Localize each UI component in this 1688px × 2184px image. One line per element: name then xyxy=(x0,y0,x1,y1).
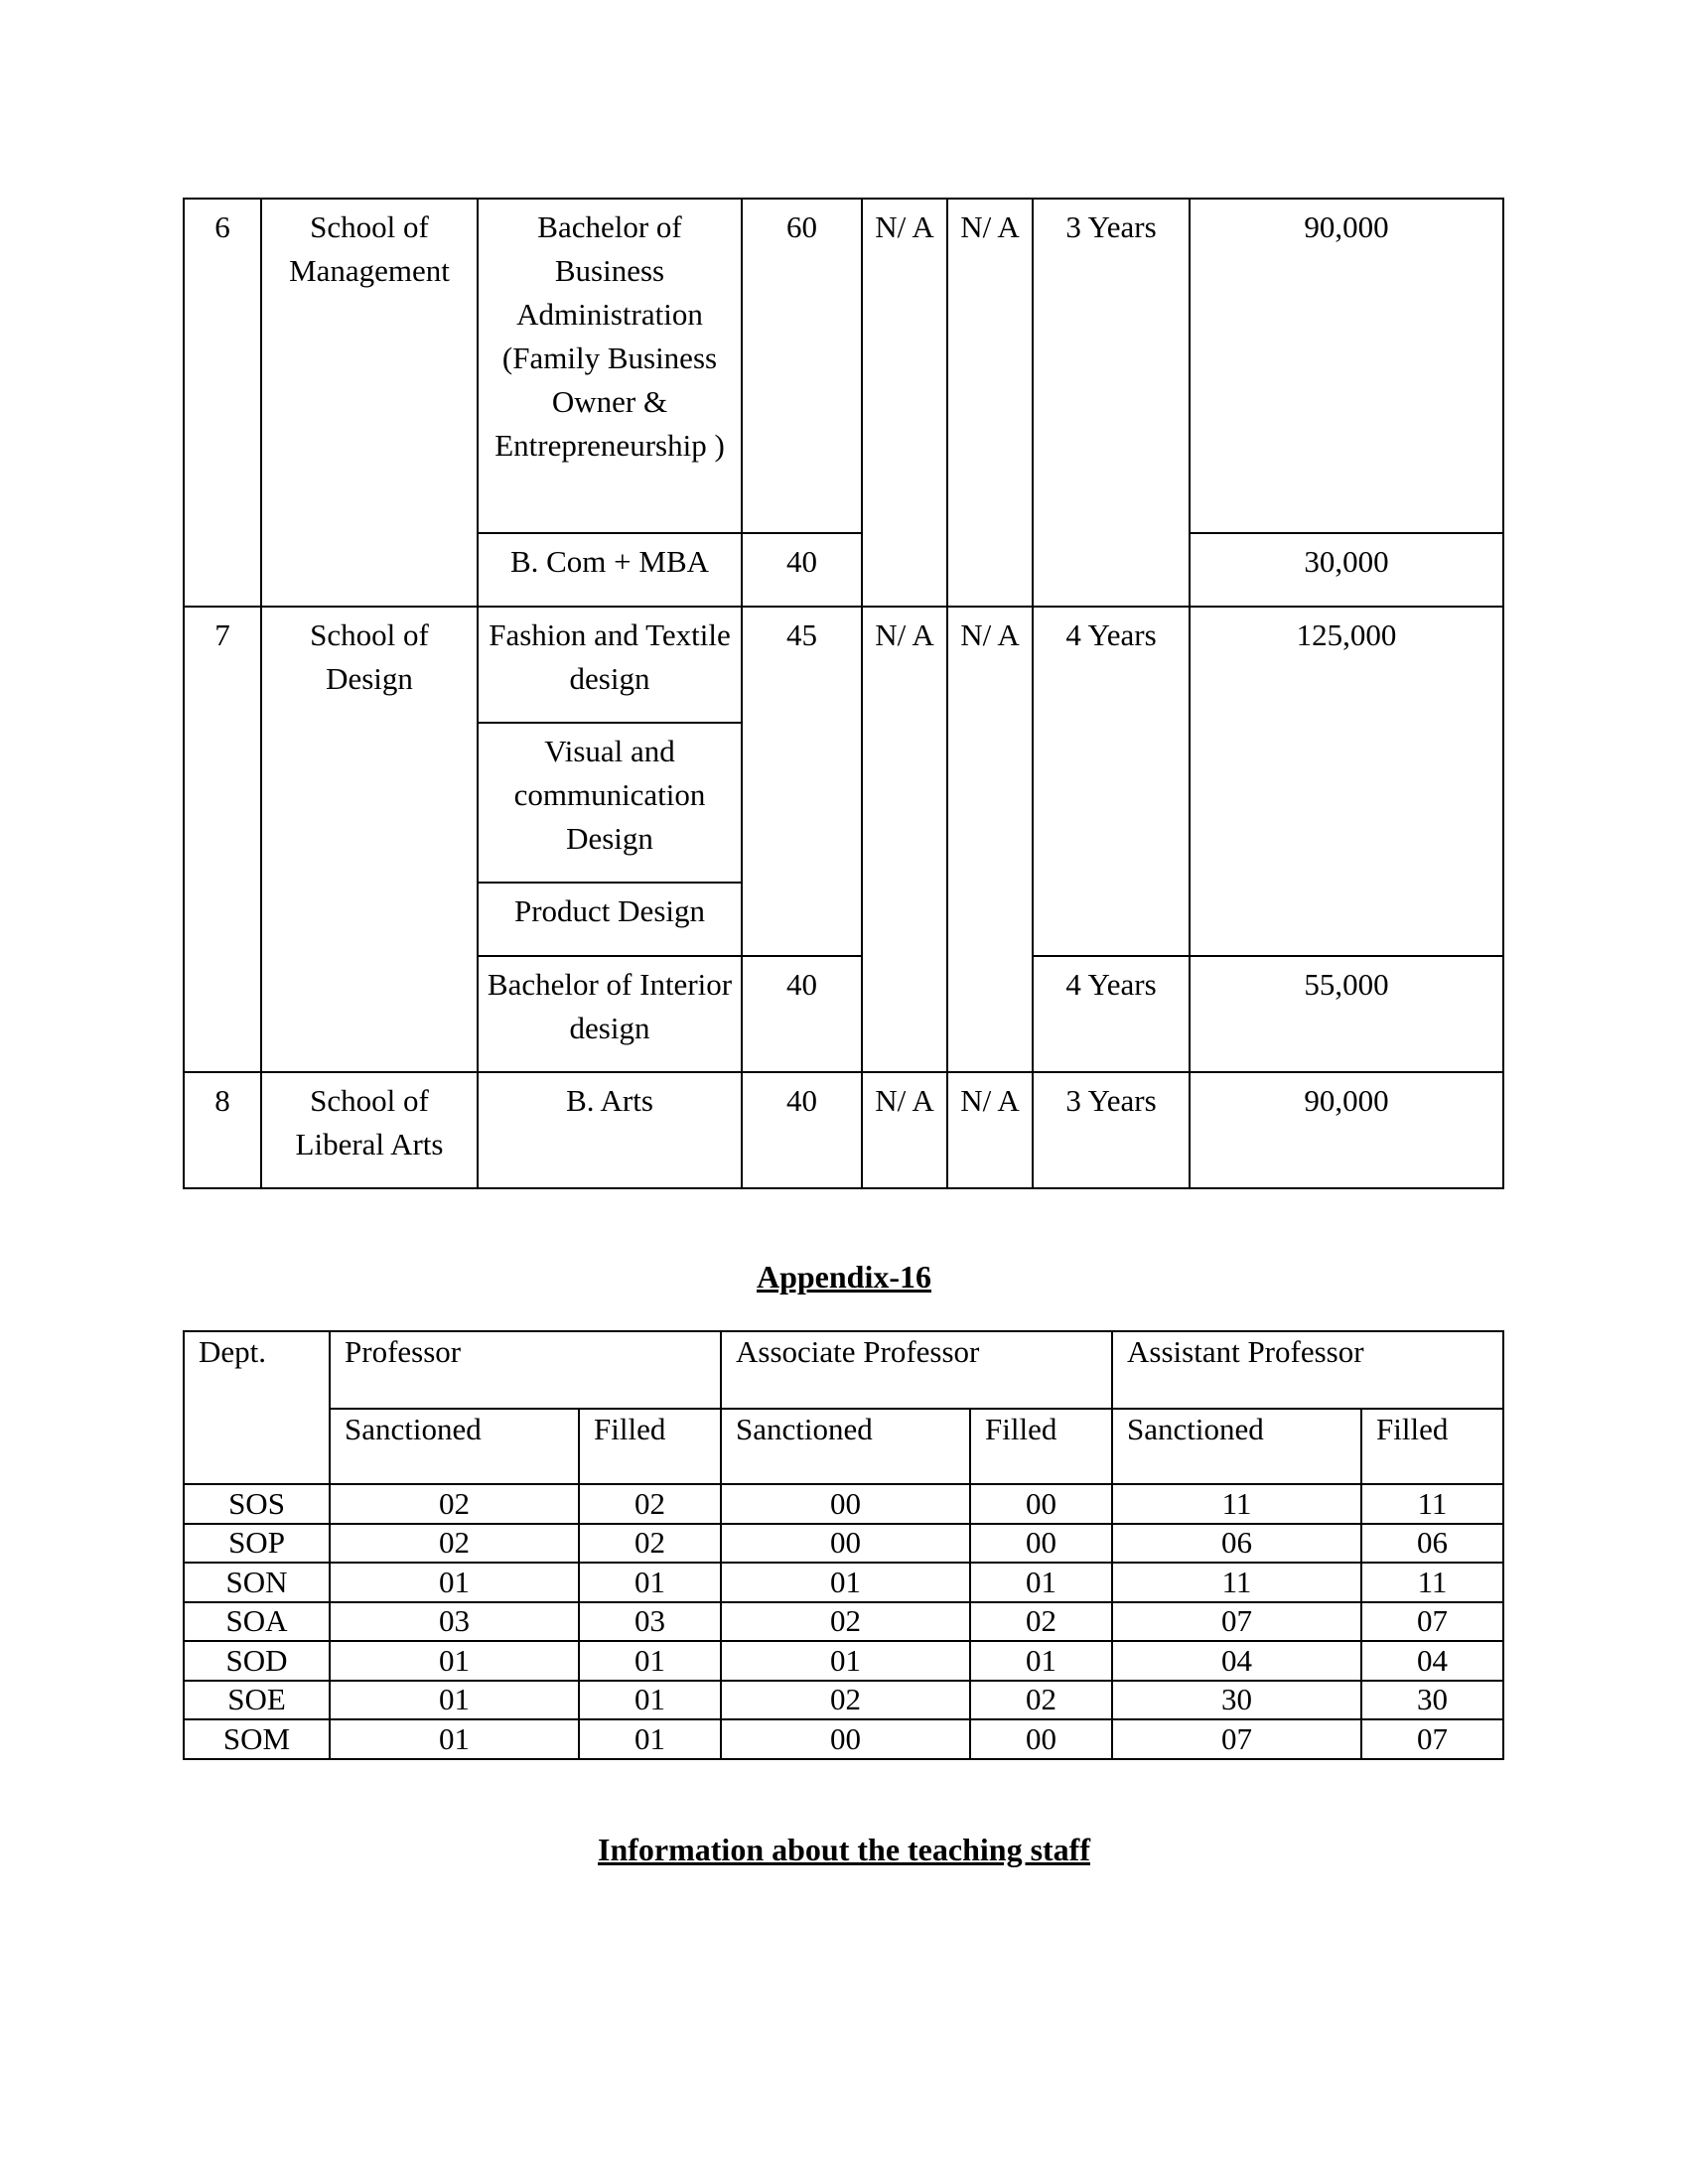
value-cell: 00 xyxy=(970,1719,1112,1759)
filled-header: Filled xyxy=(1361,1409,1503,1484)
program-name: B. Arts xyxy=(478,1072,742,1188)
value-cell: 11 xyxy=(1112,1484,1361,1524)
value-cell: 06 xyxy=(1361,1524,1503,1564)
value-cell: 02 xyxy=(579,1484,721,1524)
value-cell: 01 xyxy=(579,1719,721,1759)
fee-value: 90,000 xyxy=(1190,1072,1503,1188)
value-cell: 07 xyxy=(1361,1719,1503,1759)
fee-value: 90,000 xyxy=(1190,199,1503,533)
intake-value: 40 xyxy=(742,533,862,607)
group-header-assistant-professor: Assistant Professor xyxy=(1112,1331,1503,1409)
na-cell: N/ A xyxy=(862,1072,947,1188)
subheader-row xyxy=(184,1409,1503,1484)
table-row xyxy=(184,1484,1503,1524)
table-row xyxy=(184,1524,1503,1564)
value-cell: 01 xyxy=(579,1681,721,1720)
value-cell: 03 xyxy=(579,1602,721,1642)
dept-cell: SOS xyxy=(184,1484,330,1524)
school-name: School of Liberal Arts xyxy=(261,1072,478,1188)
value-cell: 02 xyxy=(721,1681,970,1720)
table-row xyxy=(184,1602,1503,1642)
value-cell: 01 xyxy=(579,1641,721,1681)
value-cell: 00 xyxy=(970,1484,1112,1524)
group-header-associate-professor: Associate Professor xyxy=(721,1331,1112,1409)
teaching-staff-table xyxy=(183,1330,1504,1760)
na-cell: N/ A xyxy=(862,607,947,1072)
serial-number: 7 xyxy=(184,607,261,1072)
serial-number: 8 xyxy=(184,1072,261,1188)
value-cell: 02 xyxy=(721,1602,970,1642)
program-name: Bachelor of Business Administration (Family Business Owner & Entrepreneurship ) xyxy=(478,199,742,533)
duration-value: 4 Years xyxy=(1033,607,1190,956)
value-cell: 01 xyxy=(721,1563,970,1602)
intake-value: 40 xyxy=(742,956,862,1072)
header-row xyxy=(184,1331,1503,1409)
value-cell: 11 xyxy=(1112,1563,1361,1602)
sanctioned-header: Sanctioned xyxy=(1112,1409,1361,1484)
value-cell: 01 xyxy=(330,1563,579,1602)
value-cell: 02 xyxy=(970,1681,1112,1720)
value-cell: 00 xyxy=(721,1484,970,1524)
value-cell: 02 xyxy=(330,1484,579,1524)
serial-number: 6 xyxy=(184,199,261,607)
program-name: Bachelor of Interior design xyxy=(478,956,742,1072)
value-cell: 01 xyxy=(330,1681,579,1720)
fee-value: 125,000 xyxy=(1190,607,1503,956)
program-name: Product Design xyxy=(478,883,742,956)
sanctioned-header: Sanctioned xyxy=(721,1409,970,1484)
dept-cell: SOM xyxy=(184,1719,330,1759)
fee-value: 30,000 xyxy=(1190,533,1503,607)
intake-value: 45 xyxy=(742,607,862,956)
value-cell: 04 xyxy=(1112,1641,1361,1681)
duration-value: 3 Years xyxy=(1033,199,1190,607)
school-name: School of Management xyxy=(261,199,478,607)
dept-cell: SON xyxy=(184,1563,330,1602)
value-cell: 11 xyxy=(1361,1484,1503,1524)
dept-cell: SOE xyxy=(184,1681,330,1720)
dept-cell: SOP xyxy=(184,1524,330,1564)
value-cell: 00 xyxy=(721,1524,970,1564)
teaching-staff-title: Information about the teaching staff xyxy=(598,1832,1090,1867)
value-cell: 01 xyxy=(970,1641,1112,1681)
na-cell: N/ A xyxy=(947,199,1033,607)
value-cell: 02 xyxy=(970,1602,1112,1642)
na-cell: N/ A xyxy=(947,607,1033,1072)
intake-value: 60 xyxy=(742,199,862,533)
school-name: School of Design xyxy=(261,607,478,1072)
value-cell: 04 xyxy=(1361,1641,1503,1681)
sanctioned-header: Sanctioned xyxy=(330,1409,579,1484)
value-cell: 07 xyxy=(1112,1719,1361,1759)
dept-cell: SOA xyxy=(184,1602,330,1642)
value-cell: 11 xyxy=(1361,1563,1503,1602)
dept-cell: SOD xyxy=(184,1641,330,1681)
program-name: Fashion and Textile design xyxy=(478,607,742,723)
value-cell: 02 xyxy=(579,1524,721,1564)
na-cell: N/ A xyxy=(947,1072,1033,1188)
value-cell: 01 xyxy=(721,1641,970,1681)
value-cell: 07 xyxy=(1361,1602,1503,1642)
na-cell: N/ A xyxy=(862,199,947,607)
duration-value: 3 Years xyxy=(1033,1072,1190,1188)
table-row xyxy=(184,1072,1503,1188)
table-row xyxy=(184,1641,1503,1681)
appendix-title: Appendix-16 xyxy=(756,1259,932,1295)
value-cell: 00 xyxy=(721,1719,970,1759)
value-cell: 30 xyxy=(1361,1681,1503,1720)
table-row xyxy=(184,1719,1503,1759)
programs-table xyxy=(183,198,1504,1189)
value-cell: 00 xyxy=(970,1524,1112,1564)
value-cell: 01 xyxy=(579,1563,721,1602)
table-row xyxy=(184,607,1503,723)
intake-value: 40 xyxy=(742,1072,862,1188)
value-cell: 06 xyxy=(1112,1524,1361,1564)
program-name: B. Com + MBA xyxy=(478,533,742,607)
table-row xyxy=(184,1563,1503,1602)
fee-value: 55,000 xyxy=(1190,956,1503,1072)
value-cell: 01 xyxy=(330,1641,579,1681)
value-cell: 07 xyxy=(1112,1602,1361,1642)
dept-header: Dept. xyxy=(184,1331,330,1484)
table-row xyxy=(184,199,1503,533)
duration-value: 4 Years xyxy=(1033,956,1190,1072)
filled-header: Filled xyxy=(579,1409,721,1484)
group-header-professor: Professor xyxy=(330,1331,721,1409)
value-cell: 03 xyxy=(330,1602,579,1642)
table-row xyxy=(184,1681,1503,1720)
value-cell: 01 xyxy=(970,1563,1112,1602)
program-name: Visual and communication Design xyxy=(478,723,742,883)
value-cell: 02 xyxy=(330,1524,579,1564)
value-cell: 01 xyxy=(330,1719,579,1759)
filled-header: Filled xyxy=(970,1409,1112,1484)
value-cell: 30 xyxy=(1112,1681,1361,1720)
